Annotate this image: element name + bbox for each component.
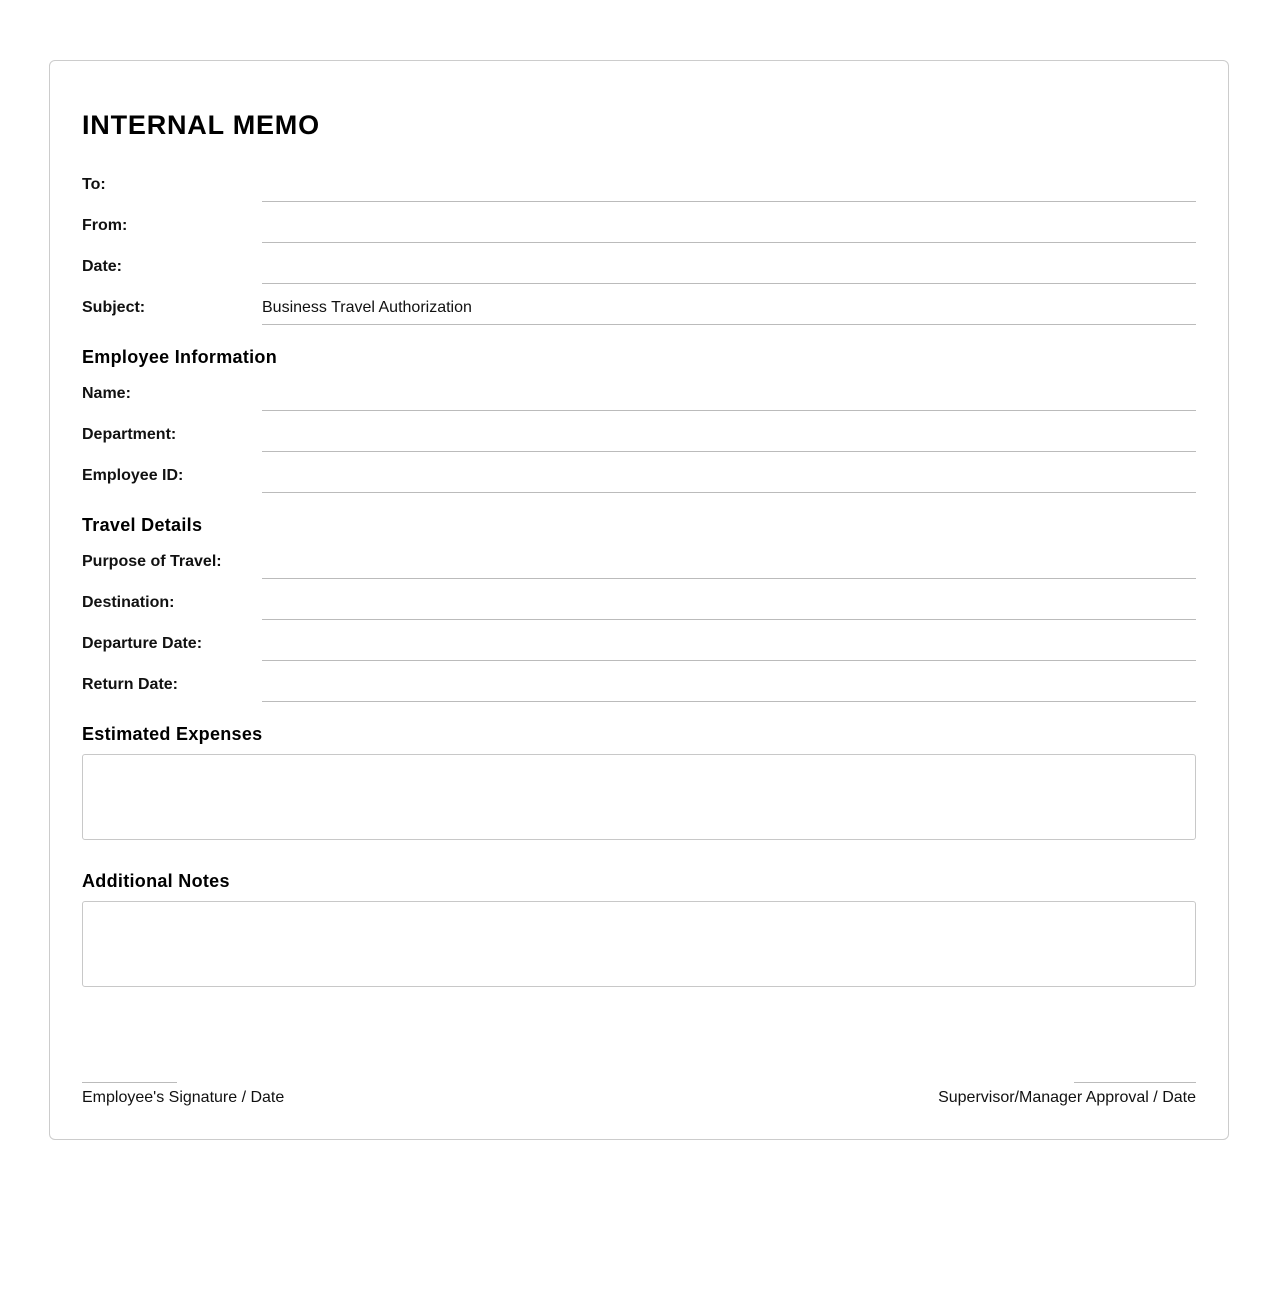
- return-date-row: [82, 671, 1196, 712]
- supervisor-approval-line[interactable]: [1074, 1082, 1196, 1083]
- from-field[interactable]: [262, 212, 1196, 243]
- destination-field[interactable]: [262, 589, 1196, 620]
- employee-id-row: [82, 462, 1196, 503]
- department-label: Department:: [82, 426, 177, 443]
- additional-notes-box[interactable]: [82, 901, 1196, 987]
- name-row: [82, 380, 1196, 421]
- date-field[interactable]: [262, 253, 1196, 284]
- employee-id-field[interactable]: [262, 462, 1196, 493]
- additional-notes-heading: Additional Notes: [82, 871, 230, 891]
- travel-details-heading: Travel Details: [82, 515, 203, 535]
- purpose-row: [82, 548, 1196, 589]
- department-row: [82, 421, 1196, 462]
- destination-label: Destination:: [82, 594, 175, 611]
- supervisor-approval-block: [938, 1082, 1196, 1107]
- employee-signature-caption: Employee's Signature / Date: [82, 1089, 285, 1106]
- return-date-field[interactable]: [262, 671, 1196, 702]
- employee-signature-block: [82, 1082, 284, 1107]
- subject-field[interactable]: Business Travel Authorization: [262, 294, 1196, 325]
- memo-document: [49, 60, 1229, 1140]
- to-label: To:: [82, 176, 106, 193]
- employee-signature-line[interactable]: [82, 1082, 177, 1083]
- to-row: [82, 171, 1196, 212]
- destination-row: [82, 589, 1196, 630]
- from-row: [82, 212, 1196, 253]
- departure-date-row: [82, 630, 1196, 671]
- name-label: Name:: [82, 385, 131, 402]
- memo-title: INTERNAL MEMO: [82, 110, 320, 140]
- to-field[interactable]: [262, 171, 1196, 202]
- date-label: Date:: [82, 258, 123, 275]
- purpose-label: Purpose of Travel:: [82, 553, 222, 570]
- departure-date-field[interactable]: [262, 630, 1196, 661]
- estimated-expenses-heading: Estimated Expenses: [82, 724, 263, 744]
- purpose-field[interactable]: [262, 548, 1196, 579]
- from-label: From:: [82, 217, 128, 234]
- date-row: [82, 253, 1196, 294]
- subject-row: [82, 294, 1196, 335]
- department-field[interactable]: [262, 421, 1196, 452]
- employee-id-label: Employee ID:: [82, 467, 184, 484]
- employee-information-heading: Employee Information: [82, 347, 278, 367]
- return-date-label: Return Date:: [82, 676, 179, 693]
- estimated-expenses-box[interactable]: [82, 754, 1196, 840]
- name-field[interactable]: [262, 380, 1196, 411]
- supervisor-approval-caption: Supervisor/Manager Approval / Date: [938, 1089, 1196, 1106]
- subject-label: Subject:: [82, 299, 146, 316]
- departure-date-label: Departure Date:: [82, 635, 203, 652]
